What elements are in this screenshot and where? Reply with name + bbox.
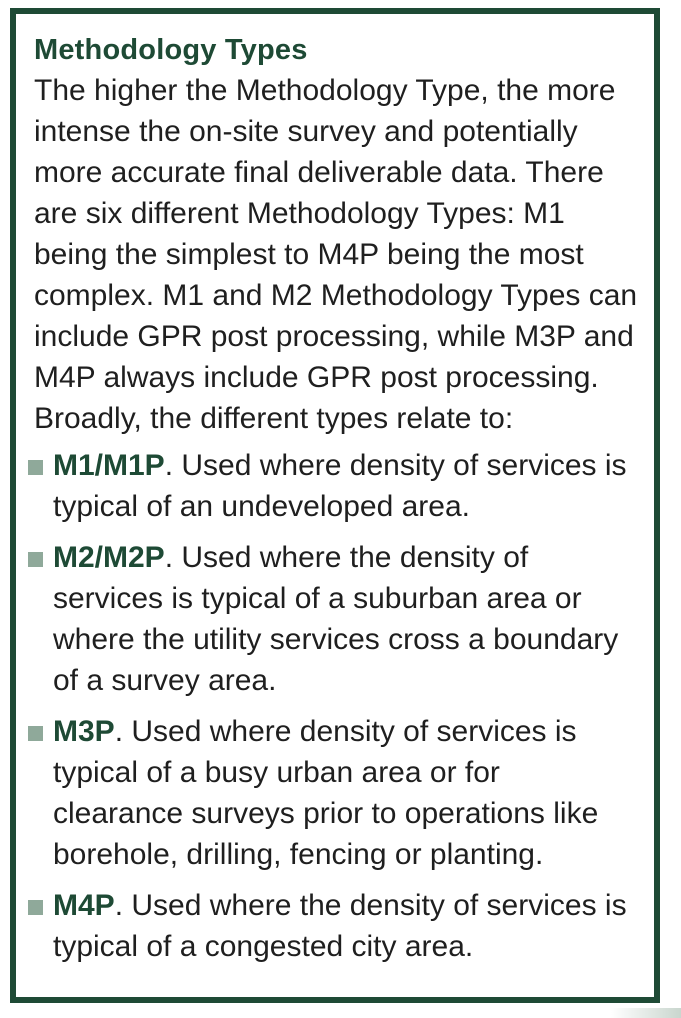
corner-accent-shape [611,1008,681,1018]
panel-title: Methodology Types [34,34,308,66]
methodology-code: M4P [53,889,115,922]
list-item-m3p [34,711,638,875]
square-bullet-icon [28,726,43,741]
list-item-m2 [34,537,638,701]
square-bullet-icon [28,460,43,475]
methodology-list [34,445,638,967]
square-bullet-icon [28,900,43,915]
methodology-code: M1/M1P [53,449,165,482]
methodology-description: . Used where density of services is typical of a busy urban area or for clearance surveys prior to operations like borehole, drilling, fencing or planting. [53,715,599,871]
methodology-description: . Used where the density of services is typical of a congested city area. [53,889,627,963]
methodology-code: M3P [53,715,115,748]
methodology-types-panel [10,8,660,1003]
panel-intro: The higher the Methodology Type, the more intense the on-site survey and potentially more accurate final deliverable data. There are six different Methodology Types: M1 being the simplest to M4P being the most complex. M1 and M2 Methodology Types can include GPR post processing, while M3P and M4P always include GPR post processing. Broadly, the different types relate to: [34,74,638,435]
list-item-m4p [34,885,638,967]
methodology-description: . Used where density of services is typical of an undeveloped area. [53,449,627,523]
list-item-m1 [34,445,638,527]
methodology-description: . Used where the density of services is typical of a suburban area or where the utility services cross a boundary of a survey area. [53,541,619,697]
methodology-code: M2/M2P [53,541,165,574]
square-bullet-icon [28,552,43,567]
